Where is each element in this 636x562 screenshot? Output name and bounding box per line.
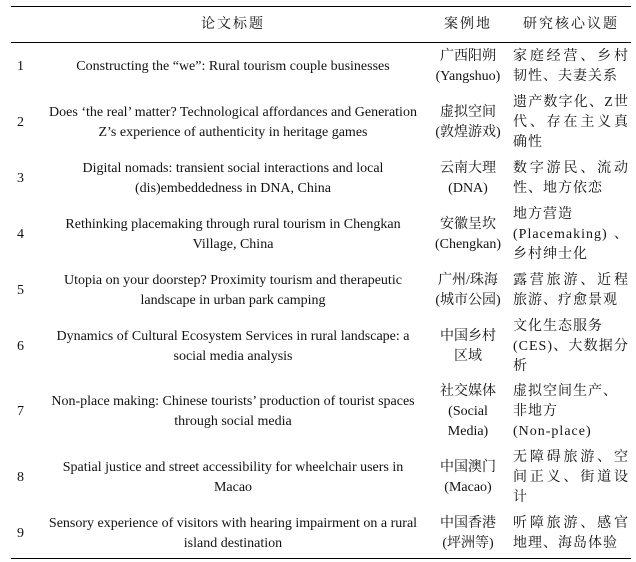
row-title: Non-place making: Chinese tourists’ production of tourist spaces through social media <box>51 393 415 429</box>
row-index: 7 <box>17 403 24 419</box>
row-index: 3 <box>17 170 24 186</box>
row-title: Constructing the “we”: Rural tourism couple businesses <box>76 58 390 74</box>
header-topic: 研究核心议题 <box>523 16 619 32</box>
row-topic: 数字游民、流动性、地方依恋 <box>513 160 629 196</box>
table-row <box>11 155 631 203</box>
row-title: Spatial justice and street accessibility for wheelchair users in Macao <box>62 459 404 495</box>
table-row <box>11 379 631 445</box>
row-topic: 文化生态服务 (CES)、大数据分析 <box>513 318 629 374</box>
row-title: Utopia on your doorstep? Proximity tourism and therapeutic landscape in urban park camping <box>64 272 402 308</box>
literature-table-container <box>11 6 631 559</box>
row-index: 4 <box>17 226 24 242</box>
table-header <box>11 7 631 43</box>
table-row <box>11 43 631 91</box>
row-title: Sensory experience of visitors with hearing impairment on a rural island destination <box>48 516 418 552</box>
row-index: 2 <box>17 114 24 130</box>
row-title: Rethinking placemaking through rural tourism in Chengkan Village, China <box>65 216 401 252</box>
row-index: 1 <box>17 58 24 74</box>
row-title: Dynamics of Cultural Ecosystem Services in rural landscape: a social media analysis <box>56 328 410 364</box>
table-row <box>11 91 631 155</box>
row-title: Does ‘the real’ matter? Technological affordances and Generation Z’s experience of authenticity in heritage games <box>49 104 417 140</box>
row-place: 社交媒体 (Social Media) <box>440 383 496 439</box>
table-row <box>11 203 631 267</box>
row-topic: 无障碍旅游、空间正义、街道设计 <box>513 449 629 505</box>
row-topic: 遗产数字化、Z世代、存在主义真确性 <box>513 94 629 150</box>
row-index: 5 <box>17 282 24 298</box>
row-place: 中国乡村 区域 <box>440 328 496 364</box>
row-place: 虚拟空间 (敦煌游戏) <box>435 104 501 140</box>
table-body <box>11 43 631 559</box>
header-index <box>11 7 41 43</box>
row-place: 中国香港 (坪洲等) <box>440 516 496 552</box>
row-place: 云南大理 (DNA) <box>440 160 496 196</box>
row-place: 中国澳门 (Macao) <box>440 459 496 495</box>
row-topic: 地方营造 (Placemaking)、乡村绅士化 <box>513 206 629 262</box>
row-topic: 听障旅游、感官地理、海岛体验 <box>513 516 629 552</box>
row-topic: 家庭经营、乡村韧性、夫妻关系 <box>513 48 629 84</box>
row-place: 广州/珠海 (城市公园) <box>435 272 501 308</box>
row-index: 9 <box>17 526 24 542</box>
row-title: Digital nomads: transient social interactions and local (dis)embeddedness in DNA, China <box>82 160 384 196</box>
row-index: 6 <box>17 338 24 354</box>
table-row <box>11 445 631 511</box>
header-title: 论文标题 <box>201 16 265 32</box>
table-row <box>11 511 631 559</box>
row-topic: 虚拟空间生产、 非地方 (Non-place) <box>513 383 618 439</box>
header-row <box>11 7 631 43</box>
header-place: 案例地 <box>444 16 492 32</box>
row-index: 8 <box>17 469 24 485</box>
row-topic: 露营旅游、近程旅游、疗愈景观 <box>513 272 629 308</box>
table-row <box>11 315 631 379</box>
row-place: 安徽呈坎 (Chengkan) <box>434 216 502 252</box>
row-place: 广西阳朔 (Yangshuo) <box>435 48 501 84</box>
table-row <box>11 267 631 315</box>
literature-table <box>11 6 631 559</box>
